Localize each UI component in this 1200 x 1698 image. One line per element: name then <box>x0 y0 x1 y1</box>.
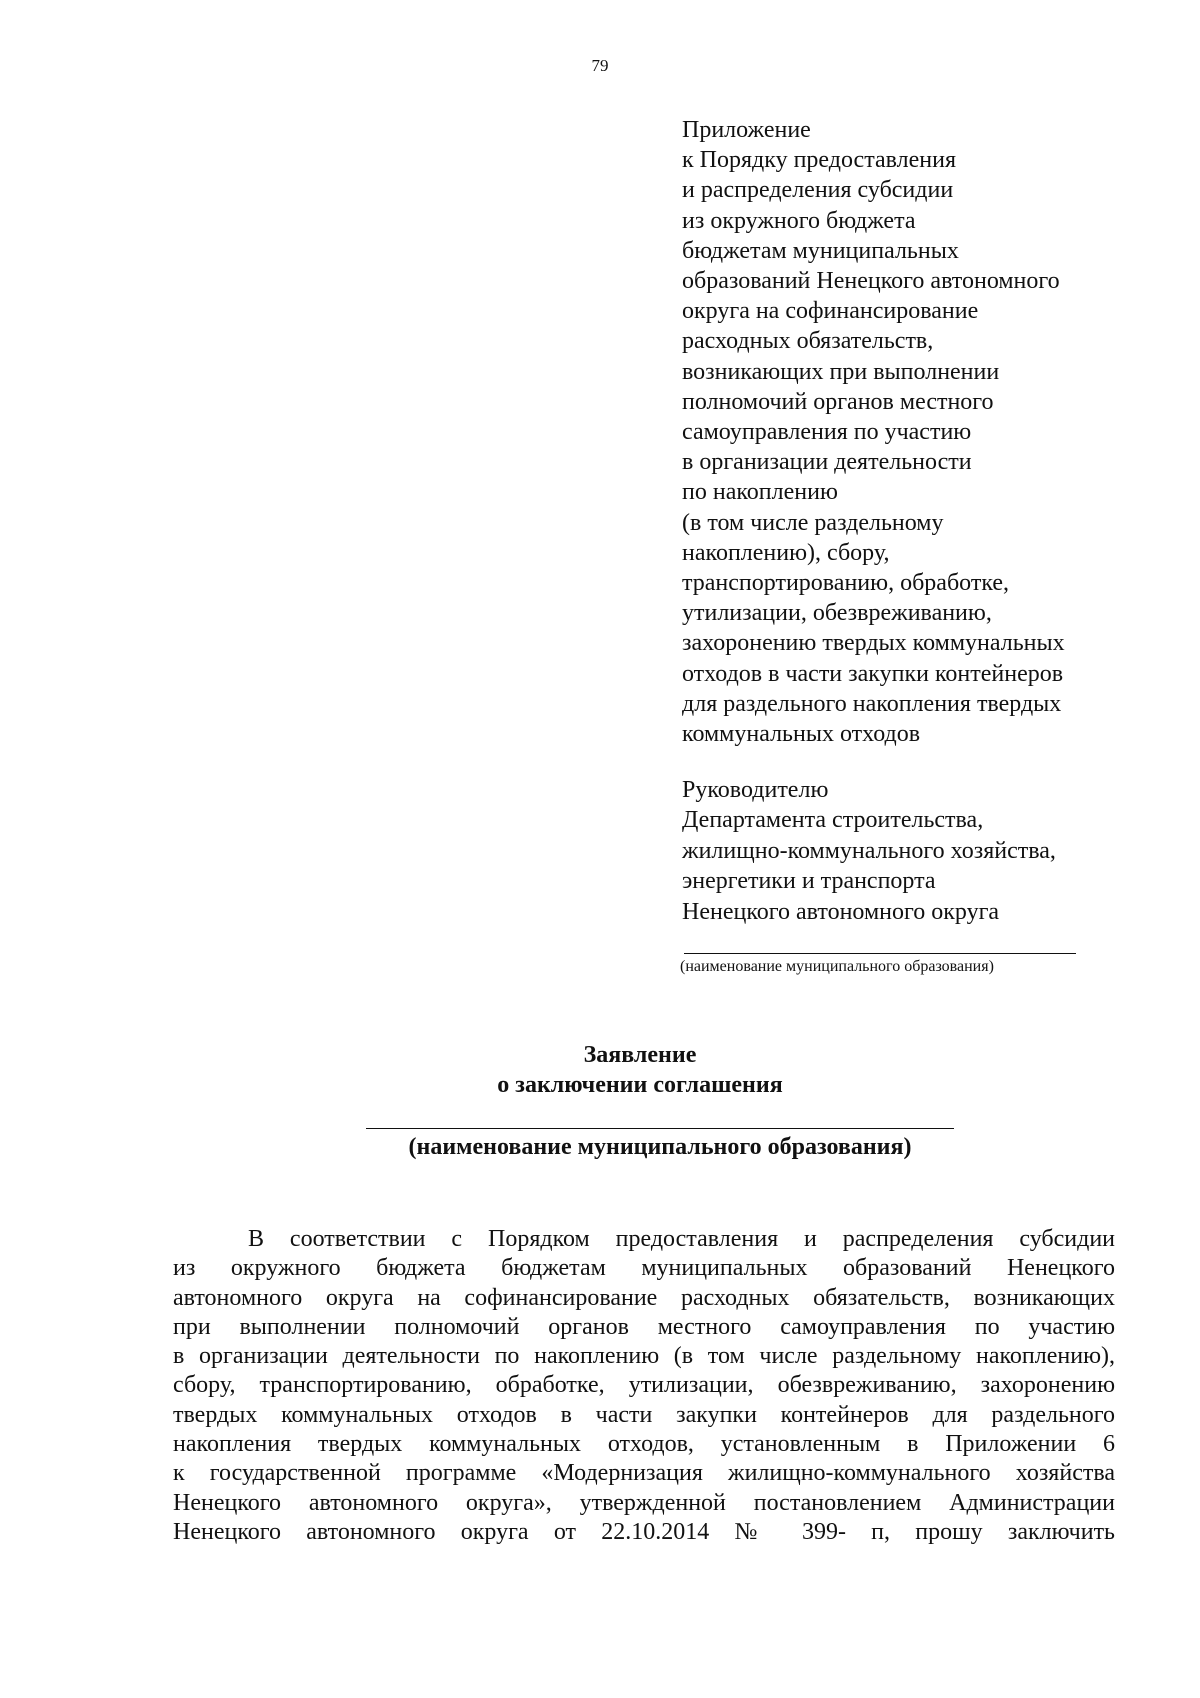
appendix-line: отходов в части закупки контейнеров <box>682 660 1064 687</box>
appendix-line: коммунальных отходов <box>682 721 921 748</box>
body-line: накопления твердых коммунальных отходов, установленным в Приложении 6 <box>173 1431 1115 1458</box>
body-line: при выполнении полномочий органов местного самоуправления по участию <box>173 1313 1115 1340</box>
appendix-line: Приложение <box>682 117 811 143</box>
body-line: в организации деятельности по накоплению (в том числе раздельному накоплению), <box>173 1343 1115 1370</box>
appendix-line: самоуправления по участию <box>682 419 972 446</box>
appendix-line: по накоплению <box>682 479 838 506</box>
document-title <box>0 1040 1200 1100</box>
addressee-line: Департамента строительства, <box>682 807 984 834</box>
sender-caption: (наименование муниципального образования) <box>680 958 994 975</box>
appendix-line: расходных обязательств, <box>682 328 934 355</box>
appendix-line: возникающих при выполнении <box>682 358 1000 385</box>
body-line: из окружного бюджета бюджетам муниципальных образований Ненецкого <box>173 1255 1115 1282</box>
title-line: Заявление <box>583 1042 697 1068</box>
addressee-line: энергетики и транспорта <box>682 868 936 895</box>
appendix-line: образований Ненецкого автономного <box>682 268 1060 295</box>
appendix-line: для раздельного накопления твердых <box>682 690 1062 717</box>
body-line: Ненецкого автономного округа», утвержденной постановлением Администрации <box>173 1489 1115 1516</box>
body-line: автономного округа на софинансирование расходных обязательств, возникающих <box>173 1284 1115 1311</box>
appendix-line: в организации деятельности <box>682 449 972 476</box>
addressee-line: Ненецкого автономного округа <box>682 898 1000 925</box>
body-line: В соответствии с Порядком предоставления и распределения субсидии <box>248 1226 1115 1252</box>
body-paragraph <box>173 1225 1115 1547</box>
municipality-caption: (наименование муниципального образования) <box>408 1134 912 1160</box>
appendix-line: транспортированию, обработке, <box>682 570 1010 597</box>
appendix-line: бюджетам муниципальных <box>682 237 959 264</box>
body-line: твердых коммунальных отходов в части закупки контейнеров для раздельного <box>173 1401 1115 1428</box>
appendix-line: (в том числе раздельному <box>682 509 944 536</box>
appendix-line: захоронению твердых коммунальных <box>682 630 1065 657</box>
page-number: 79 <box>591 56 609 75</box>
addressee-block <box>682 775 1152 927</box>
appendix-line: утилизации, обезвреживанию, <box>682 600 992 627</box>
appendix-line: и распределения субсидии <box>682 177 954 204</box>
municipality-fill-line <box>366 1128 954 1129</box>
appendix-line: полномочий органов местного <box>682 388 994 415</box>
body-line: сбору, транспортированию, обработке, утилизации, обезвреживанию, захоронению <box>173 1372 1115 1399</box>
body-line: Ненецкого автономного округа от 22.10.2014 № 399- п, прошу заключить <box>173 1518 1115 1545</box>
appendix-line: округа на софинансирование <box>682 298 979 325</box>
sender-fill-line <box>684 953 1076 954</box>
addressee-line: жилищно-коммунального хозяйства, <box>682 837 1056 864</box>
appendix-line: накоплению), сбору, <box>682 539 890 566</box>
addressee-line: Руководителю <box>682 777 829 803</box>
title-subline: о заключении соглашения <box>497 1072 783 1098</box>
appendix-line: к Порядку предоставления <box>682 147 957 174</box>
body-line: к государственной программе «Модернизация жилищно-коммунального хозяйства <box>173 1460 1115 1487</box>
appendix-line: из окружного бюджета <box>682 207 916 234</box>
appendix-block <box>682 115 1152 749</box>
